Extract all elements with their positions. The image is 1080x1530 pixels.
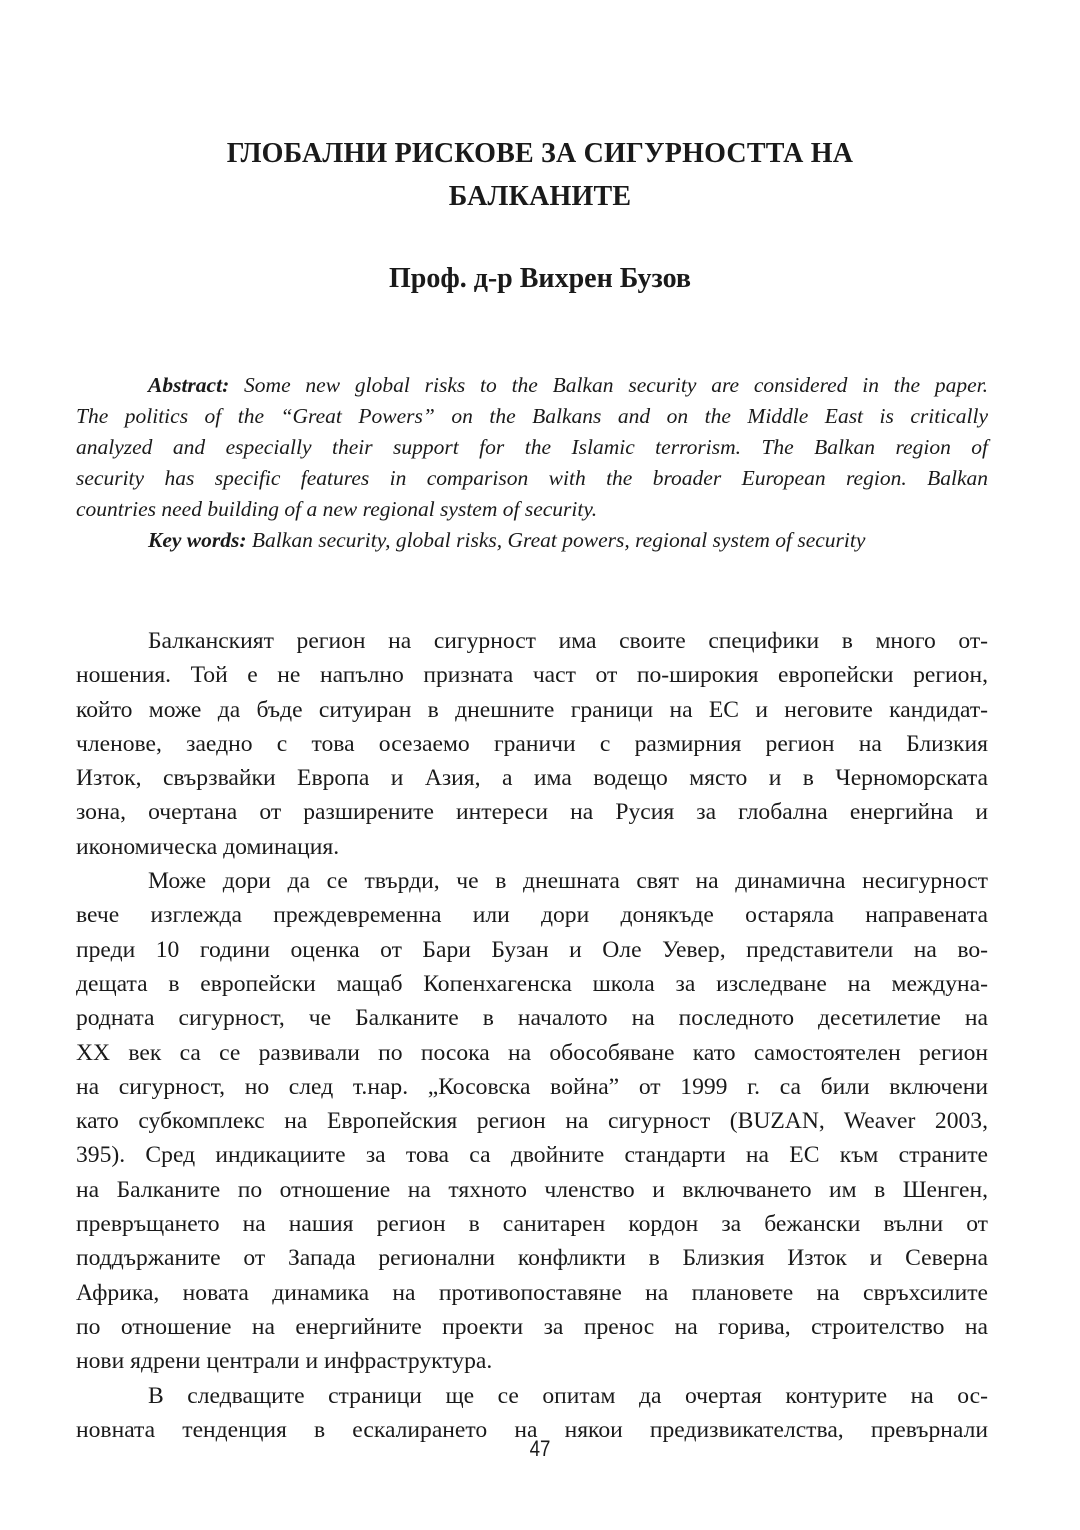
paragraph-line: който може да бъде ситуиран в днешните граници на ЕС и неговите кандидат- (76, 696, 988, 723)
paragraph-line: членове, заедно с това осезаемо граничи с размирния регион на Близкия (76, 730, 988, 757)
abstract-line: countries need building of a new regional system of security. (76, 497, 598, 521)
paper-title-line-2: БАЛКАНИТЕ (448, 181, 632, 212)
abstract-line: analyzed and especially their support for the Islamic terrorism. The Balkan region of (76, 435, 988, 459)
paragraph-line: зона, очертана от разширените интереси на Русия за глобална енергийна и (76, 799, 988, 826)
paragraph-line: на сигурност, но след т.нар. „Косовска война” от 1999 г. са били включени (76, 1073, 988, 1100)
paragraph-line: ношения. Той е не напълно призната част от по-широкия европейски регион, (76, 662, 988, 689)
paragraph-line: превръщането на нашия регион в санитарен кордон за бежански вълни от (76, 1211, 988, 1238)
abstract-line: security has specific features in comparison with the broader European region. Balkan (76, 466, 988, 490)
paragraph-line: на Балканите по отношение на тяхното членство и включването им в Шенген, (76, 1176, 988, 1203)
abstract-label: Abstract: (148, 373, 230, 397)
paragraph-line: Изток, свързвайки Европа и Азия, а има водещо място и в Черноморската (76, 765, 988, 792)
paragraph-line: по отношение на енергийните проекти за пренос на горива, строителство на (76, 1313, 988, 1340)
paper-title-line-1: ГЛОБАЛНИ РИСКОВЕ ЗА СИГУРНОСТТА НА (226, 138, 854, 169)
body-text (76, 624, 988, 1447)
paragraph-line: вече изглежда преждевременна или дори донякъде остаряла направената (76, 902, 988, 929)
paragraph-line: дещата в европейски мащаб Копенхагенска школа за изследване на междуна- (76, 970, 988, 997)
abstract-text: Some new global risks to the Balkan security are considered in the paper. (244, 373, 988, 397)
abstract-block (76, 370, 988, 556)
page-number: 47 (529, 1436, 551, 1461)
paragraph-line: преди 10 години оценка от Бари Бузан и Оле Уевер, представители на во- (76, 936, 988, 963)
abstract-first-line (76, 370, 988, 401)
paragraph-line: новната тенденция в ескалирането на някои предизвикателства, превърнали (76, 1416, 988, 1443)
paragraph-line: XX век са се развивали по посока на обособяване като самостоятелен регион (76, 1039, 988, 1066)
paragraph-line: икономическа доминация. (76, 833, 340, 860)
paragraph-line: родната сигурност, че Балканите в началото на последното десетилетие на (76, 1005, 988, 1032)
paragraph-line: Африка, новата динамика на противопоставяне на плановете на свръхсилите (76, 1279, 988, 1306)
paragraph-line: Балканският регион на сигурност има своите специфики в много от- (148, 628, 988, 654)
paragraph-line: нови ядрени централи и инфраструктура. (76, 1348, 493, 1375)
keywords-line (76, 525, 988, 556)
keywords-label: Key words: (148, 528, 247, 552)
paragraph-line: като субкомплекс на Европейския регион на сигурност (BUZAN, Weaver 2003, (76, 1108, 988, 1135)
keywords-text: Balkan security, global risks, Great powers, regional system of security (251, 528, 866, 552)
paragraph-line: Може дори да се твърди, че в днешната свят на динамична несигурност (148, 868, 988, 895)
abstract-line: The politics of the “Great Powers” on the Balkans and on the Middle East is critically (76, 404, 988, 428)
author-name: Проф. д-р Вихрен Бузов (388, 263, 692, 294)
paragraph-line: В следващите страници ще се опитам да очертая контурите на ос- (148, 1382, 988, 1409)
paragraph-line: 395). Сред индикациите за това са двойните стандарти на ЕС към страните (76, 1142, 988, 1169)
paragraph-line: поддържаните от Запада регионални конфликти в Близкия Изток и Северна (76, 1245, 988, 1272)
